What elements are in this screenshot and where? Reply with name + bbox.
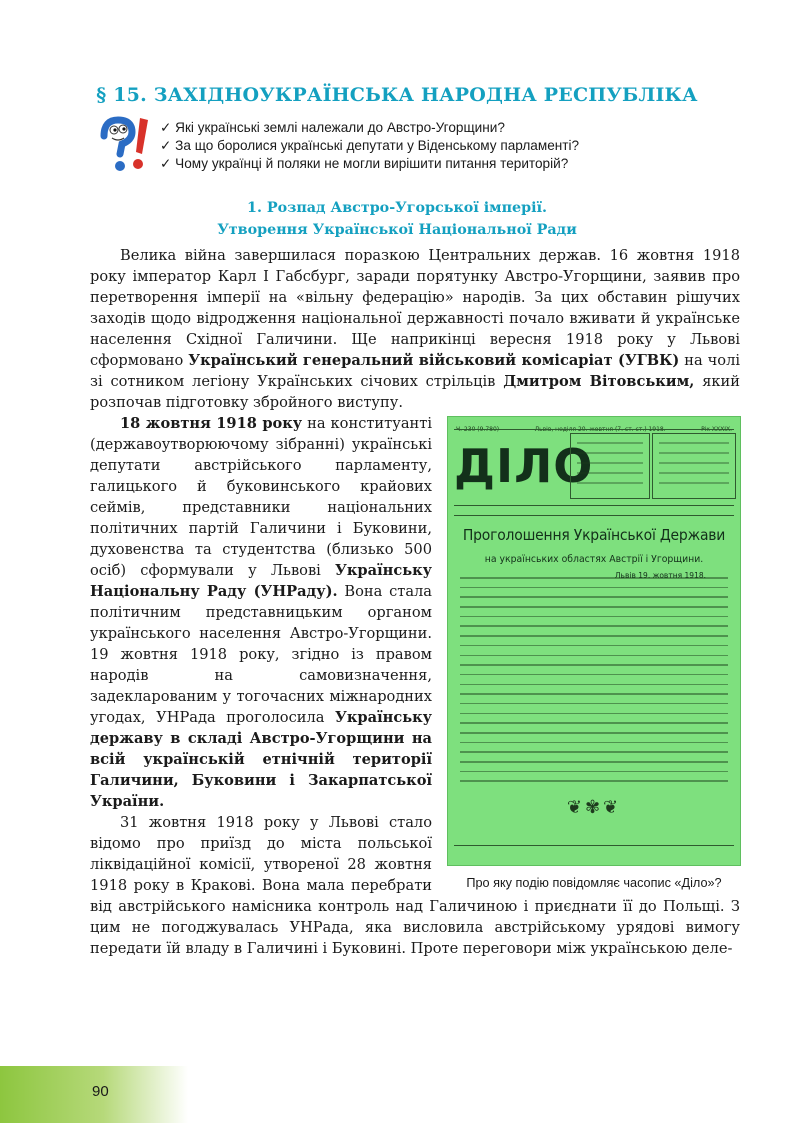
question-item: ✓ Які українські землі належали до Австро-Угорщини? — [160, 120, 505, 135]
bold-term: Українську державу в складі Австро-Угорщини на всій українській етнічній території Галичини, Буковини і Закарпатської України. — [90, 709, 432, 810]
issue-date: Львів, неділя 20. жовтня (7. ст. ст.) 1918. — [534, 426, 666, 433]
divider — [454, 515, 734, 516]
divider — [454, 505, 734, 506]
article-body — [90, 245, 740, 959]
divider — [454, 845, 734, 846]
subsection-heading-line1: 1. Розпад Австро-Угорської імперії. — [247, 200, 547, 216]
question-item: ✓ За що боролися українські депутати у Віденському парламенті? — [160, 138, 580, 153]
question-item: ✓ Чому українці й поляки не могли вирішити питання територій? — [160, 156, 569, 171]
text-run: на конституанті (державоутворюючому зібранні) українські депутати австрійського парламенту, галицького й буковинського крайових сеймів, представники національних політичних партій Галичини і Буковини, духовенства та студентства (близько 500 осіб) сформували у Львові — [90, 415, 432, 579]
bold-term: 18 жовтня 1918 року — [120, 415, 303, 432]
newspaper-text-block — [460, 577, 728, 797]
ornament-icon: ❦✾❦ — [566, 797, 622, 818]
text-run: на чолі зі сотником легіону Українських січових стрільців — [90, 352, 741, 390]
newspaper-figure — [448, 417, 740, 892]
bold-term: Дмитром Вітовським, — [503, 373, 695, 390]
text-run: Вона стала політичним представницьким органом українського населення Австро-Угорщини. 19 жовтня 1918 року, згідно із правом народів на самовизначення, задекларованим у тогочасних міжнародних угодах, УНРада проголосила — [90, 583, 433, 726]
masthead-box — [652, 433, 736, 499]
newspaper-subheadline: на українських областях Австрії і Угорщини. — [484, 554, 704, 565]
paragraph-1 — [90, 245, 740, 413]
paragraph-3: 31 жовтня 1918 року у Львові стало відомо про приїзд до міста польської ліквідаційної комісії, утвореної 28 жовтня 1918 року в Кракові. Вона мала перебрати від австрійського намісника контроль над Галичиною і приєднати її до Польщі. З цим не погоджувалась УНРада, яка висловила австрійському урядові вимогу передати їй владу в Галичині і Буковині. Проте переговори між українською деле- — [90, 814, 740, 957]
divider — [454, 429, 734, 430]
subsection-heading — [0, 197, 794, 241]
subsection-heading-line2: Утворення Української Національної Ради — [217, 222, 577, 238]
page-number: 90 — [92, 1083, 109, 1100]
figure-caption: Про яку подію повідомляє часопис «Діло»? — [466, 876, 722, 890]
dilo-newspaper-image — [448, 417, 740, 865]
issue-number: Ч. 230 (9.780) — [456, 426, 500, 433]
bold-term: Український генеральний військовий комісаріат (УГВК) — [188, 352, 680, 369]
question-mascot-icon — [94, 114, 154, 178]
newspaper-headline: Проголошення Української Держави — [462, 526, 726, 544]
text-run: який розпочав підготовку збройного виступу. — [90, 373, 740, 411]
section-title: § 15. ЗАХІДНОУКРАЇНСЬКА НАРОДНА РЕСПУБЛІКА — [96, 84, 698, 106]
text-run: Велика війна завершилася поразкою Центральних держав. 16 жовтня 1918 року імператор Карл I Габсбург, заради порятунку Австро-Угорщини, заявив про перетворення імперії на «вільну федерацію» народів. За цих обставин рішучих заходів щодо відродження національної державності почало вживати й українське населення Східної Галичини. Ще наприкінці вересня 1918 року у Львові сформовано — [90, 247, 740, 369]
issue-year: Рік XXXIX. — [701, 426, 732, 433]
key-questions — [160, 119, 579, 173]
newspaper-dateline: Львів 19. жовтня 1918. — [614, 571, 706, 580]
bold-term: Українську Національну Раду (УНРаду). — [90, 562, 432, 600]
newspaper-logo: ДІЛО — [454, 439, 594, 493]
masthead-box — [570, 433, 650, 499]
